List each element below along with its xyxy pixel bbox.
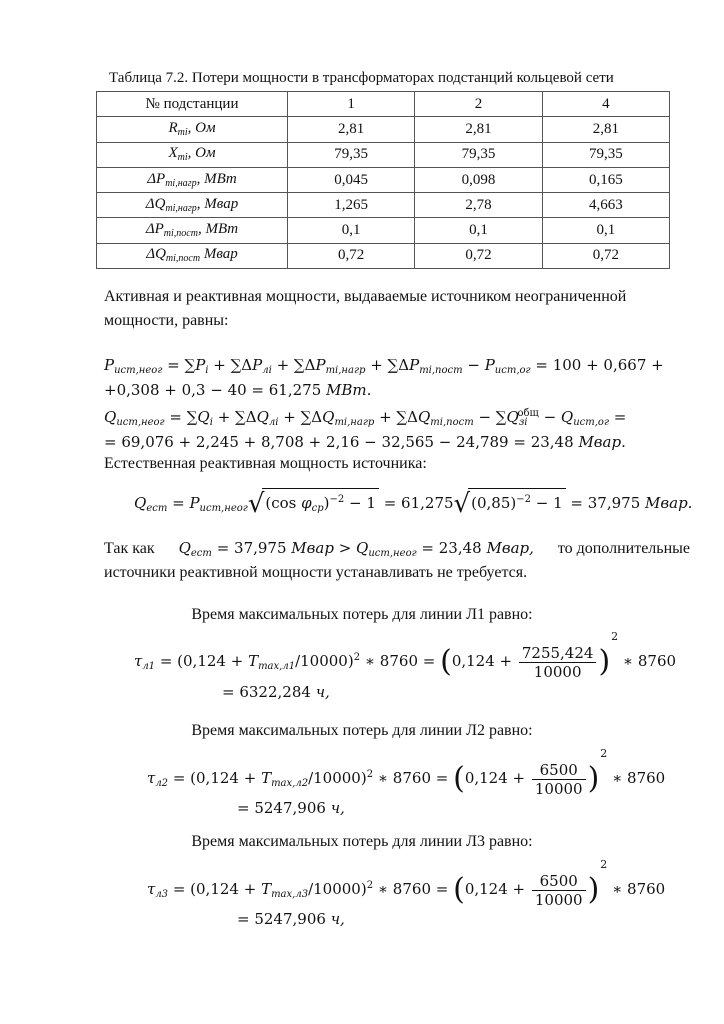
intro-paragraph-line1: Активная и реактивная мощности, выдаваемые источником неограниченной — [104, 288, 627, 305]
cell: 79,35 — [542, 142, 669, 167]
table-row — [97, 193, 670, 218]
q-natural-formula: $Q_{ест} = P_{ист,неог}√(\cos$ $\varphi_{ср})^{-2} - 1 = 61,275√(0,85)^{-2} - 1 = 37,975$ Мвар. — [134, 489, 693, 519]
tau2-formula: $\tau_{л2} = (0,124 + T_{max,л2}/10000)^2$ ∗ 8760 = (0,124 + $\frac{6500}{10000}$ )$^2$ ∗ 8760 — [147, 747, 666, 798]
cell: 4,663 — [542, 193, 669, 218]
cell: 79,35 — [415, 142, 542, 167]
cell: 1,265 — [288, 193, 415, 218]
tau2-intro: Время максимальных потерь для линии Л2 равно: — [191, 722, 533, 739]
header-col: 4 — [542, 92, 669, 117]
header-col: 2 — [415, 92, 542, 117]
cell: 0,1 — [542, 218, 669, 243]
table-row — [97, 142, 670, 167]
tau3-result: = 5247,906 ч, — [237, 910, 345, 928]
intro-paragraph-line2: мощности, равны: — [104, 312, 229, 329]
cell: 0,098 — [415, 167, 542, 192]
header-col: 1 — [288, 92, 415, 117]
conclusion-line2: источники реактивной мощности устанавливать не требуется. — [104, 564, 528, 581]
row-label: $R_{ті}$, Ом — [97, 117, 288, 142]
cell: 2,78 — [415, 193, 542, 218]
cell: 0,72 — [288, 243, 415, 268]
p-source-formula-line1: $P_{ист,неог} = \sum P_i + \sum\Delta P_{лi} + \sum\Delta P_{тi,нагр} + \sum\Delta P_{тi,пост} - P_{ист,ог} = 100 + 0,667$ + — [104, 356, 664, 376]
header-label: № подстанции — [97, 92, 288, 117]
tau3-intro: Время максимальных потерь для линии Л3 равно: — [191, 833, 533, 850]
cell: 2,81 — [415, 117, 542, 142]
row-label: $\Delta P_{ті,пост}$, МВт — [97, 218, 288, 243]
table-row — [97, 117, 670, 142]
p-source-formula-line2: +0,308 + 0,3 − 40 = 61,275 МВт. — [104, 381, 372, 399]
table-row — [97, 243, 670, 268]
cell: 0,1 — [415, 218, 542, 243]
tau1-formula: $\tau_{л1} = (0,124 + T_{max,л1}/10000)^2$ ∗ 8760 = (0,124 + $\frac{7255,424}{10000}$ )$^2$ ∗ 8760 — [134, 630, 677, 681]
losses-table — [96, 91, 670, 269]
cell: 0,72 — [542, 243, 669, 268]
cell: 79,35 — [288, 142, 415, 167]
cell: 0,165 — [542, 167, 669, 192]
tau3-formula: $\tau_{л3} = (0,124 + T_{max,л3}/10000)^2$ ∗ 8760 = (0,124 + $\frac{6500}{10000}$ )$^2$ ∗ 8760 — [147, 858, 666, 909]
cell: 0,045 — [288, 167, 415, 192]
table-row — [97, 218, 670, 243]
cell: 0,1 — [288, 218, 415, 243]
cell: 0,72 — [415, 243, 542, 268]
natural-reactive-text: Естественная реактивная мощность источника: — [104, 455, 427, 472]
q-source-formula-line2: = 69,076 + 2,245 + 8,708 + 2,16 − 32,565 − 24,789 = 23,48 Мвар. — [104, 433, 626, 451]
q-source-formula-line1: $Q_{ист,неог} = \sum Q_i + \sum\Delta Q_{лi} + \sum\Delta Q_{тi,нагр} + \sum\Delta Q_{тi,пост} - \sum Q_{зi}^{общ} - Q_{ист,ог}$ = — [104, 408, 627, 428]
row-label: $\Delta Q_{ті,нагр}$, Мвар — [97, 193, 288, 218]
row-label: $\Delta P_{ті,нагр}$, МВт — [97, 167, 288, 192]
cell: 2,81 — [542, 117, 669, 142]
table-header-row — [97, 92, 670, 117]
tau1-intro: Время максимальных потерь для линии Л1 равно: — [191, 606, 533, 623]
cell: 2,81 — [288, 117, 415, 142]
tau2-result: = 5247,906 ч, — [237, 799, 345, 817]
row-label: $X_{ті}$, Ом — [97, 142, 288, 167]
table-row — [97, 167, 670, 192]
table-caption: Таблица 7.2. Потери мощности в трансформаторах подстанций кольцевой сети — [109, 70, 614, 86]
conclusion-line1: Так как $Q_{ест} = 37,975$ Мвар > $Q_{ист,неог} = 23,48$ Мвар, то дополнительные — [104, 539, 690, 559]
row-label: $\Delta Q_{ті,пост}$ Мвар — [97, 243, 288, 268]
tau1-result: = 6322,284 ч, — [222, 683, 330, 701]
